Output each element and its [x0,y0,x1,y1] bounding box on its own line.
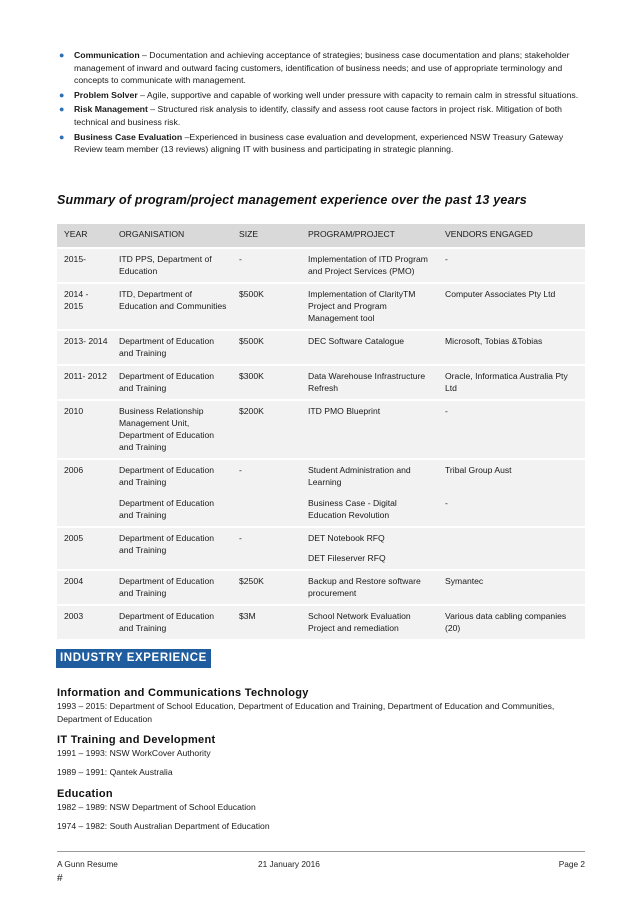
cell-project: ITD PMO Blueprint [308,406,381,416]
bullet-dot-icon: ● [59,104,65,115]
cell-organisation: Department of Education and Training [119,533,215,555]
skill-text: – Agile, supportive and capable of working well under pressure with capacity to remain calm in stressful situations. [137,89,579,100]
section-line: 1991 – 1993: NSW WorkCover Authority [57,748,211,758]
cell-vendors: Tribal Group Aust [445,465,512,475]
cell-project [301,527,438,570]
cell-vendors: - [445,406,448,416]
cell-vendors: - [445,254,448,264]
cell-organisation: ITD, Department of Education and Communities [119,289,227,311]
cell-year: 2011- 2012 [64,371,107,381]
cell-size: $300K [239,371,264,381]
project-line: DET Fileserver RFQ [308,553,386,563]
table-row [57,330,585,365]
cell-size: - [239,465,242,475]
cell-organisation: Department of Education and Training [119,465,215,487]
table-row [57,400,585,459]
table-row [57,459,585,493]
cell-project: Implementation of ITD Program and Project Services (PMO) [308,254,428,276]
industry-experience-heading: INDUSTRY EXPERIENCE [57,650,210,667]
cell-organisation: Department of Education and Training [119,576,215,598]
table-row [57,248,585,283]
bullet-dot-icon: ● [59,89,65,100]
bullet-dot-icon: ● [59,50,65,60]
footer-date: 21 January 2016 [258,859,320,869]
table-row [57,527,585,570]
industry-section-it-training [57,733,585,778]
skill-title: Communication [74,50,140,60]
table-row [57,365,585,400]
cell-size [232,493,301,527]
section-title: IT Training and Development [57,734,216,746]
skill-text: –Experienced in business case evaluation and development, experienced NSW Treasury Gateway Review team member (13 reviews) aligning IT with business and participating in strategic planning. [74,131,564,155]
summary-heading: Summary of program/project management experience over the past 13 years [57,193,527,207]
list-item [57,89,585,102]
cell-vendors: Various data cabling companies (20) [445,611,567,633]
cell-organisation: ITD PPS, Department of Education [119,254,212,276]
cell-year: 2014 - 2015 [64,289,89,311]
cell-vendors [438,527,585,570]
bullet-dot-icon: ● [59,131,65,142]
cell-project: DEC Software Catalogue [308,336,405,346]
cell-project: Backup and Restore software procurement [308,576,421,598]
cell-organisation: Department of Education and Training [119,498,215,520]
cell-vendors: Computer Associates Pty Ltd [445,289,556,299]
section-line: 1982 – 1989: NSW Department of School Education [57,802,256,812]
list-item [57,131,585,156]
list-item [57,103,585,128]
cell-size: $500K [239,289,264,299]
skill-text: – Structured risk analysis to identify, classify and assess root cause factors in project risk. Mitigation of both technical and business risk. [74,104,562,127]
cell-vendors: Microsoft, Tobias &Tobias [445,336,543,346]
cell-vendors: Symantec [445,576,484,586]
list-item [57,49,585,87]
skills-list [57,49,585,158]
section-title: Information and Communications Technology [57,687,309,699]
page-footer [57,851,585,869]
section-title: Education [57,788,113,800]
cell-year: 2015- [64,254,86,264]
skill-title: Business Case Evaluation [74,131,183,142]
table-row [57,605,585,639]
skill-text: – Documentation and achieving acceptance of strategies; business case documentation and plans; stakeholder management of inward and outward facing customers, identification of business needs; and use of appropriate terminology and concepts to communicate with management. [74,50,570,86]
cell-project: Business Case - Digital Education Revolution [308,498,397,520]
cell-year: 2013- 2014 [64,336,108,346]
cell-project: Data Warehouse Infrastructure Refresh [308,371,426,393]
cell-vendors: - [445,498,448,508]
cell-year: 2003 [64,611,84,621]
cell-year [57,493,112,527]
experience-table [57,224,585,639]
cell-year: 2010 [64,406,84,416]
cell-size: - [239,533,242,543]
skill-title: Risk Management [74,104,148,115]
table-row [57,283,585,330]
section-line: 1993 – 2015: Department of School Education, Department of Education and Training, Department of Education and Communities, Department of Education [57,701,555,724]
section-line: 1974 – 1982: South Australian Department of Education [57,820,270,831]
cell-project: School Network Evaluation Project and remediation [308,611,411,633]
header-size: SIZE [239,229,259,239]
cell-organisation: Department of Education and Training [119,336,215,358]
header-project: PROGRAM/PROJECT [308,229,395,239]
cell-year: 2005 [64,533,84,543]
industry-section-education [57,787,585,832]
cell-size: $3M [239,611,256,621]
cell-organisation: Business Relationship Management Unit, Department of Education and Training [119,406,215,452]
footer-page-number: Page 2 [558,859,585,869]
table-row [57,493,585,527]
cell-project: Student Administration and Learning [308,465,411,487]
header-organisation: ORGANISATION [119,229,185,239]
footer-left: A Gunn Resume [57,859,118,869]
cell-year: 2006 [64,465,84,475]
skill-title: Problem Solver [74,89,138,100]
cell-year: 2004 [64,576,84,586]
cell-organisation: Department of Education and Training [119,611,215,633]
cell-vendors: Oracle, Informatica Australia Pty Ltd [445,371,568,393]
cell-size: - [239,254,242,264]
table-row [57,570,585,605]
cell-size: $200K [239,406,264,416]
industry-section-ict [57,686,585,725]
cell-organisation: Department of Education and Training [119,371,215,393]
cell-project: Implementation of ClarityTM Project and Program Management tool [308,289,416,323]
header-year: YEAR [64,229,88,239]
cell-size: $500K [239,336,264,346]
section-line: 1989 – 1991: Qantek Australia [57,766,173,777]
footer-mark: # [57,873,63,884]
table-header-row [57,224,585,248]
project-line: DET Notebook RFQ [308,533,385,543]
header-vendors: VENDORS ENGAGED [445,229,533,239]
cell-size: $250K [239,576,264,586]
